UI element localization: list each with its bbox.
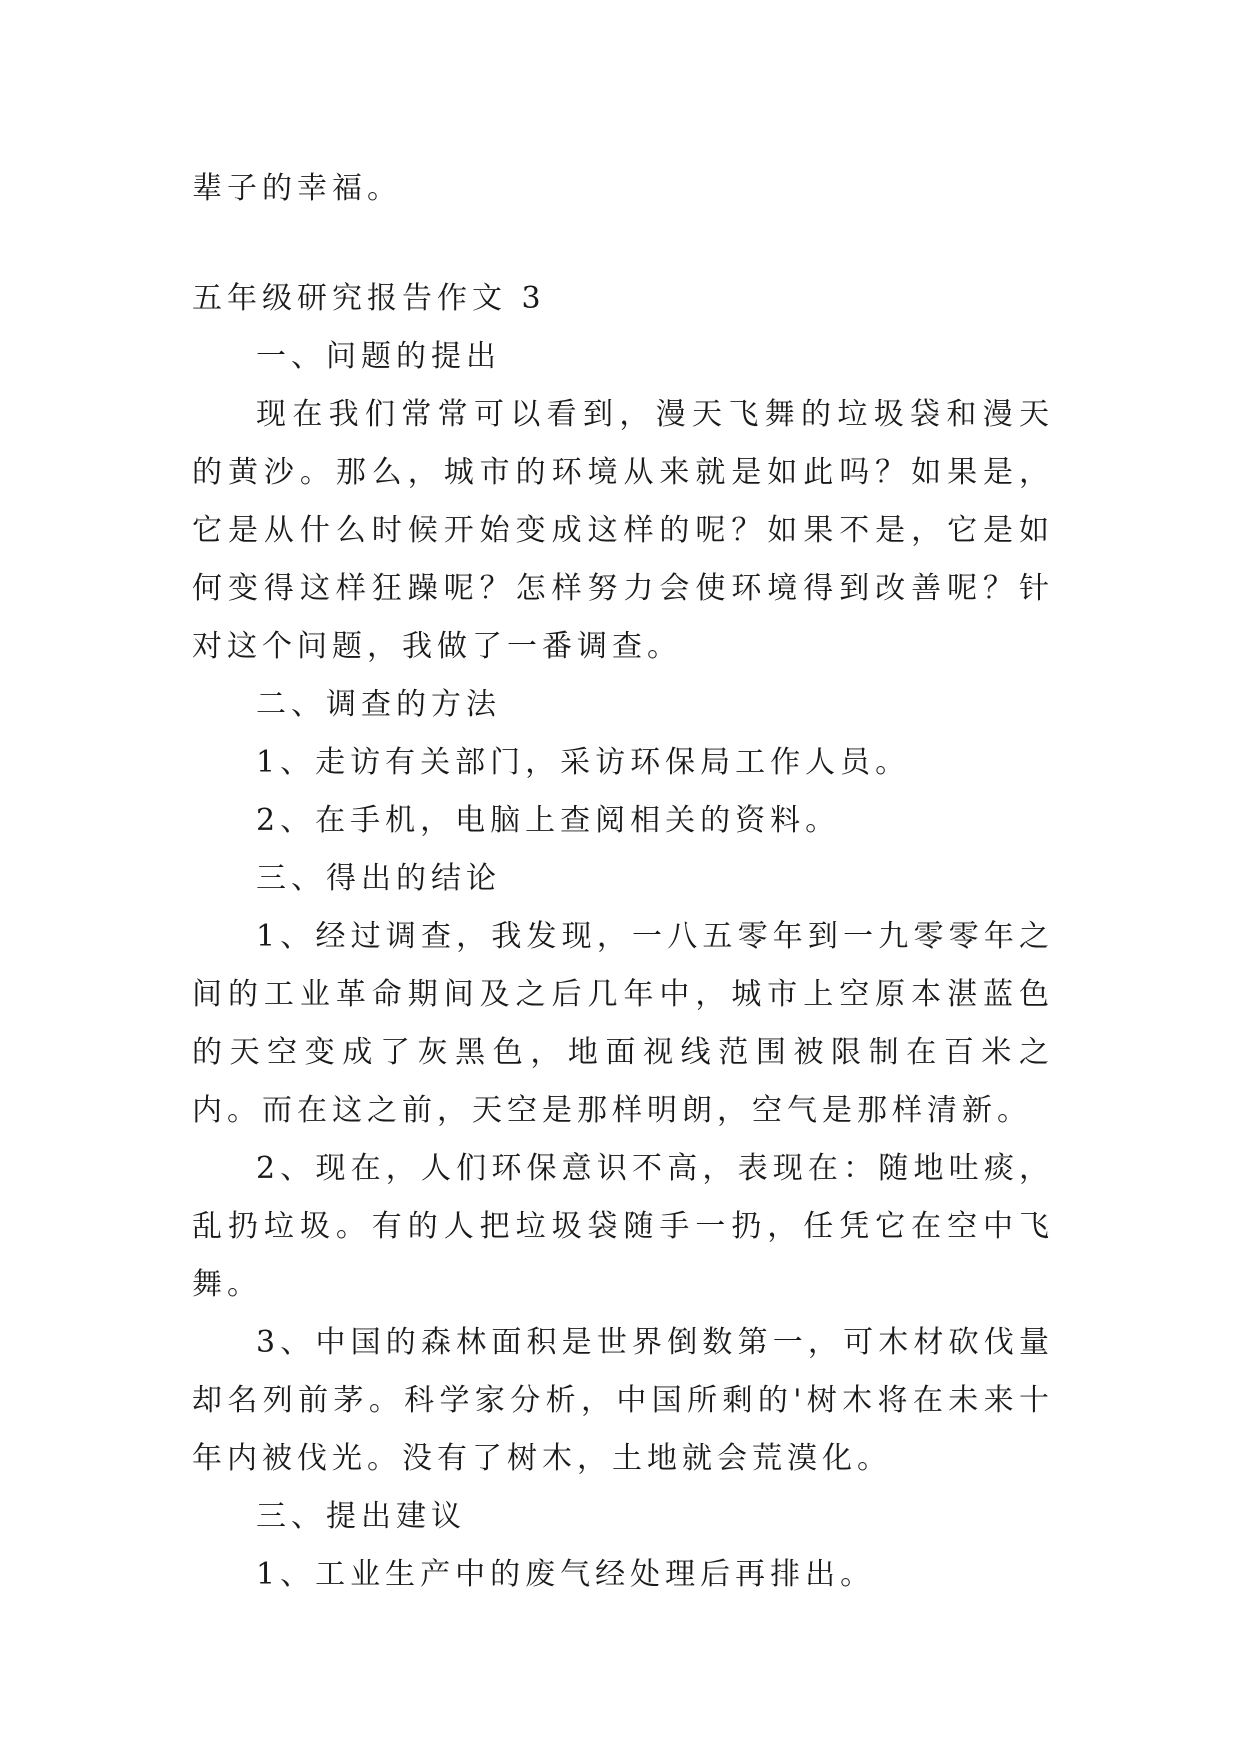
conclusion-item-2: 2、现在，人们环保意识不高，表现在：随地吐痰，乱扔垃圾。有的人把垃圾袋随手一扔，任凭它在空中飞舞。 xyxy=(192,1151,1054,1302)
heading-suggestion: 三、提出建议 xyxy=(256,1499,466,1534)
suggestion-item-1: 1、工业生产中的废气经处理后再排出。 xyxy=(256,1557,876,1592)
continuation-text: 辈子的幸福。 xyxy=(192,171,402,206)
document-body xyxy=(192,160,1054,1604)
conclusion-item-1: 1、经过调查，我发现，一八五零年到一九零零年之间的工业革命期间及之后几年中，城市上空原本湛蓝色的天空变成了灰黑色，地面视线范围被限制在百米之内。而在这之前，天空是那样明朗，空气是那样清新。 xyxy=(192,919,1054,1128)
section-title: 五年级研究报告作文 3 xyxy=(192,281,546,316)
conclusion-item-3: 3、中国的森林面积是世界倒数第一，可木材砍伐量却名列前茅。科学家分析，中国所剩的'树木将在未来十年内被伐光。没有了树木，土地就会荒漠化。 xyxy=(192,1325,1054,1476)
method-item-2: 2、在手机，电脑上查阅相关的资料。 xyxy=(256,803,841,838)
method-item-1: 1、走访有关部门，采访环保局工作人员。 xyxy=(256,745,911,780)
heading-problem: 一、问题的提出 xyxy=(256,339,501,374)
heading-conclusion: 三、得出的结论 xyxy=(256,861,501,896)
heading-method: 二、调查的方法 xyxy=(256,687,501,722)
paragraph-problem: 现在我们常常可以看到，漫天飞舞的垃圾袋和漫天的黄沙。那么，城市的环境从来就是如此吗？如果是，它是从什么时候开始变成这样的呢？如果不是，它是如何变得这样狂躁呢？怎样努力会使环境得到改善呢？针对这个问题，我做了一番调查。 xyxy=(192,397,1054,664)
